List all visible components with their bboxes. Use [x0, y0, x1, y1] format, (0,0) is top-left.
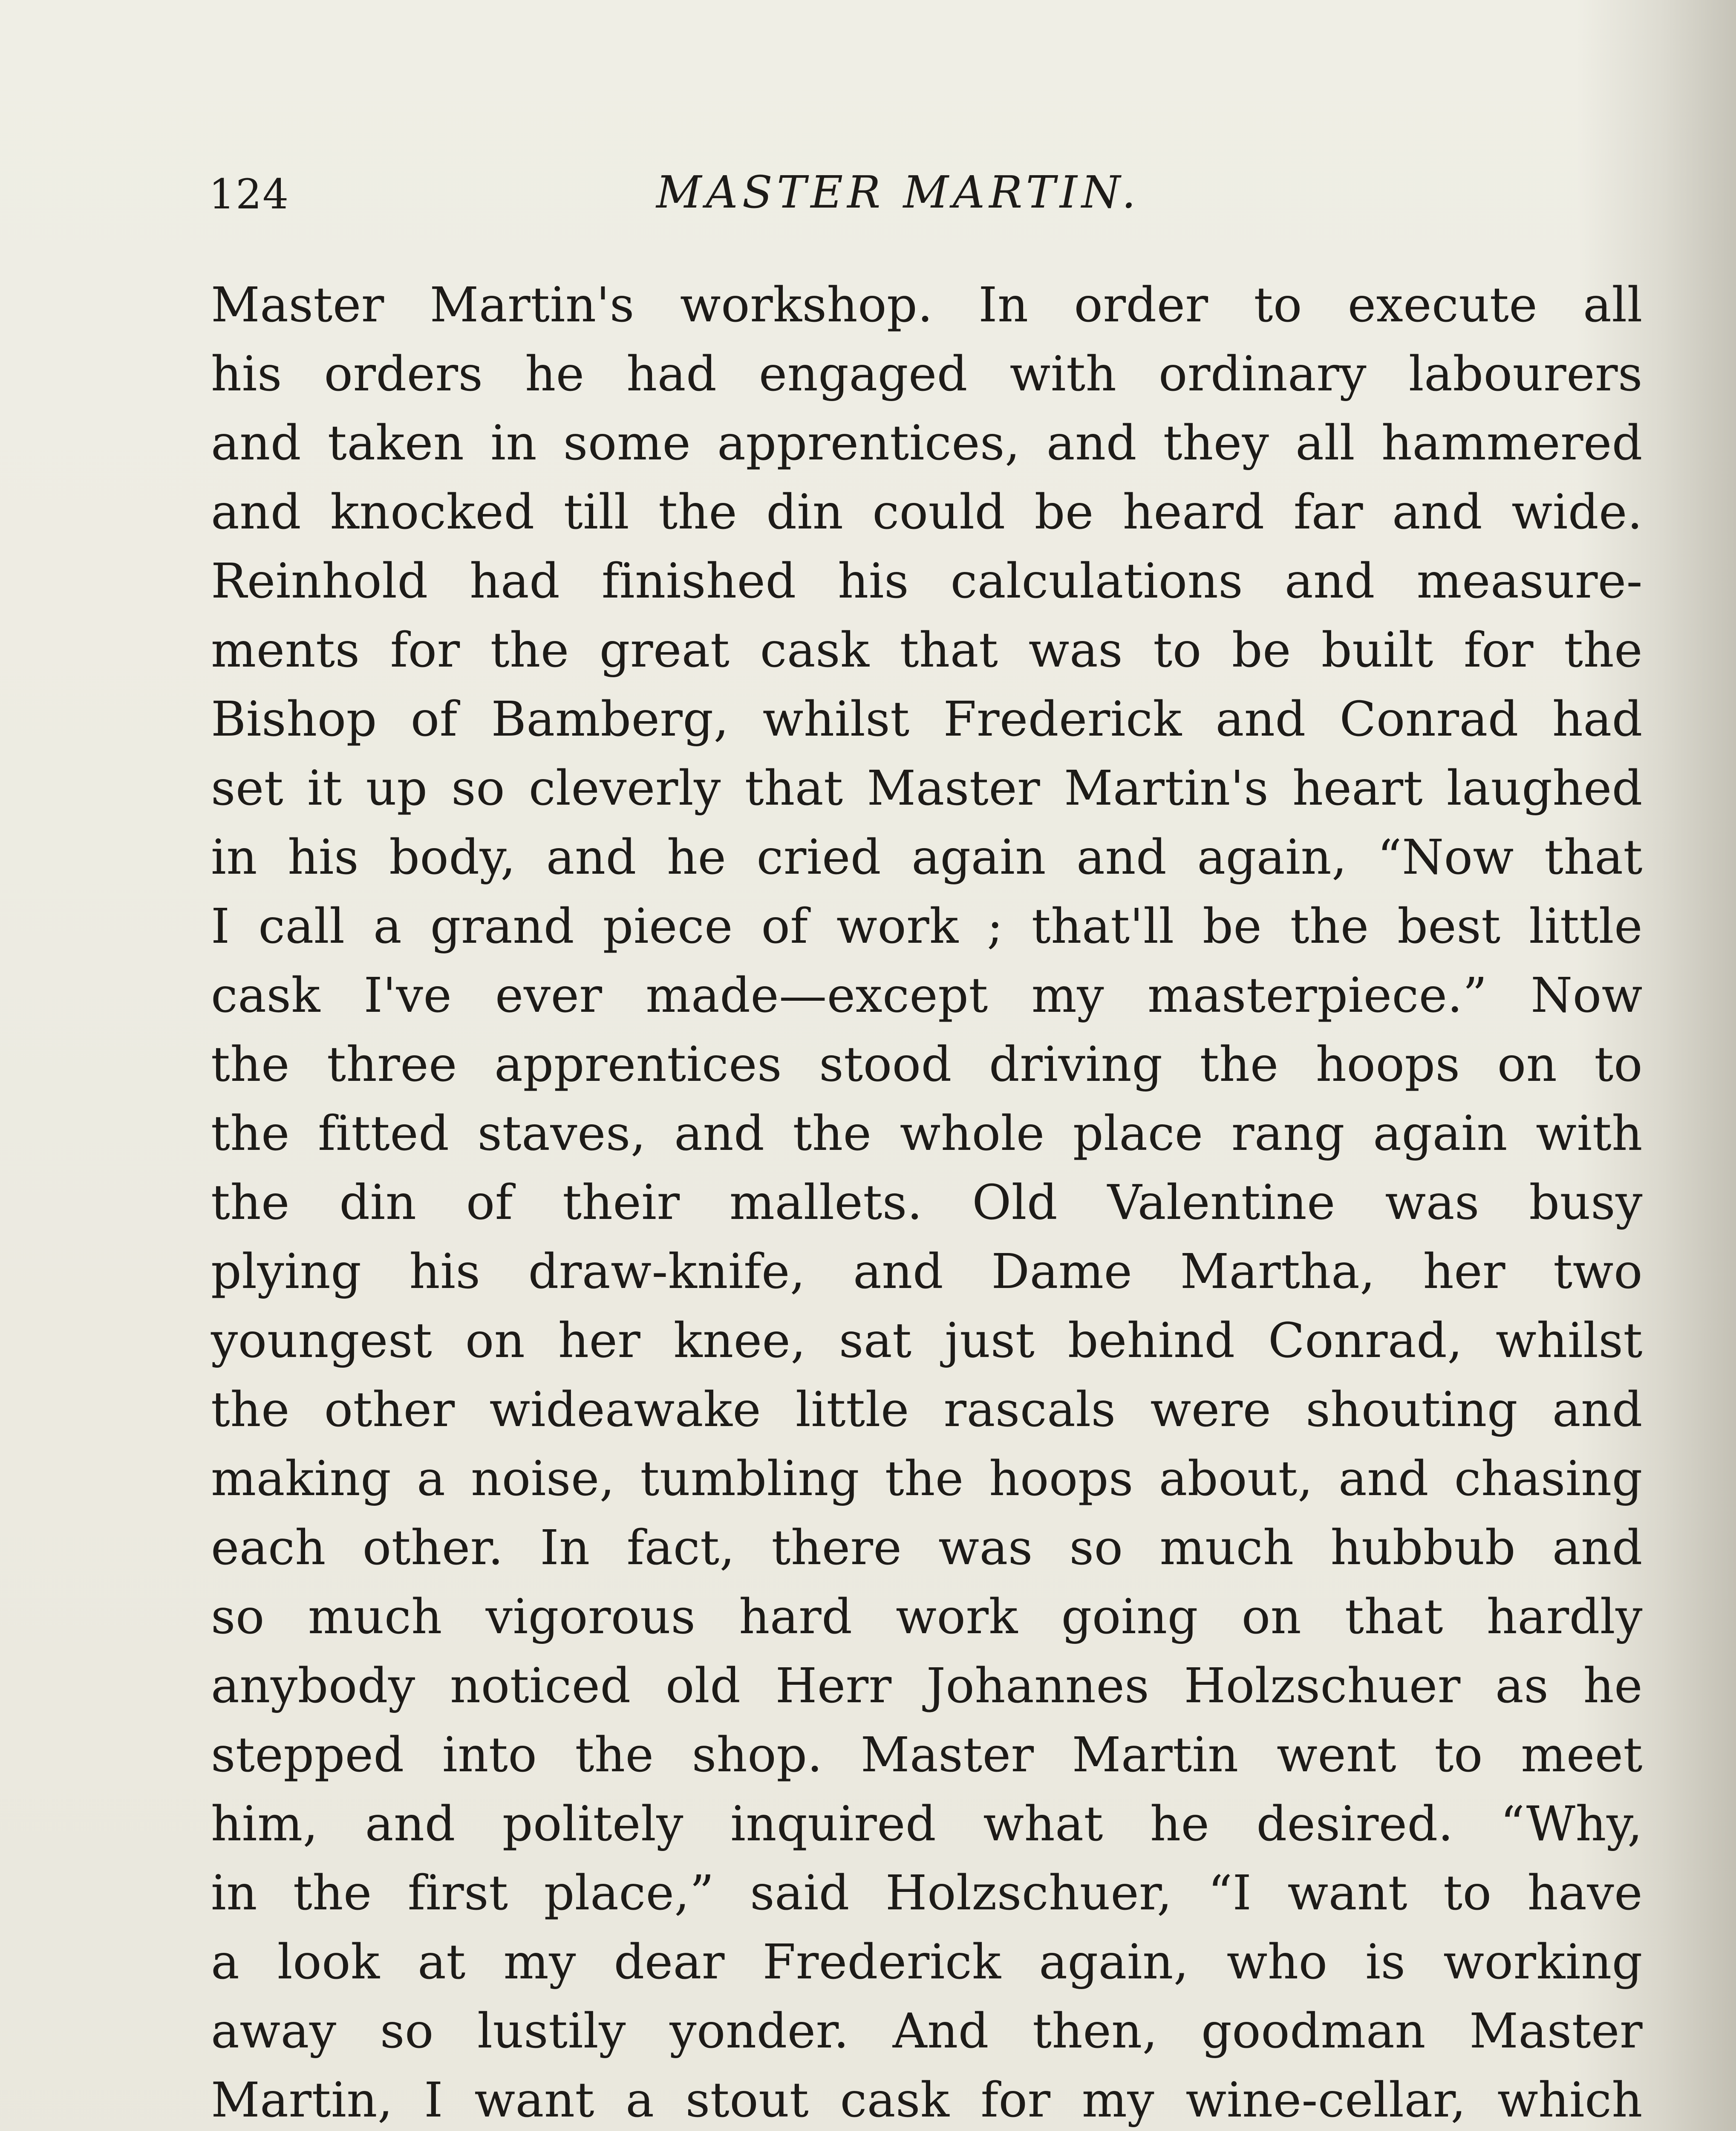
text-line: Master Martin's workshop. In order to execute all — [211, 277, 1643, 333]
running-title: MASTER MARTIN. — [656, 166, 1140, 218]
text-line: stepped into the shop. Master Martin went to meet — [211, 1727, 1643, 1783]
text-line: the other wideawake little rascals were shouting and — [211, 1382, 1643, 1438]
text-line: youngest on her knee, sat just behind Conrad, whilst — [211, 1313, 1643, 1369]
text-line: so much vigorous hard work going on that hardly — [211, 1589, 1643, 1645]
text-line: set it up so cleverly that Master Martin's heart laughed — [211, 761, 1643, 816]
running-head — [209, 158, 1641, 226]
text-line: each other. In fact, there was so much hubbub and — [211, 1520, 1643, 1576]
body-text — [211, 271, 1643, 2131]
text-line: in the first place,” said Holzschuer, “I want to have — [211, 1865, 1643, 1921]
text-line: him, and politely inquired what he desired. “Why, — [211, 1796, 1643, 1852]
text-line: and knocked till the din could be heard far and wide. — [211, 485, 1643, 540]
text-line: in his body, and he cried again and again, “Now that — [211, 830, 1643, 885]
text-line: Bishop of Bamberg, whilst Frederick and Conrad had — [211, 692, 1643, 747]
text-line: the din of their mallets. Old Valentine was busy — [211, 1175, 1643, 1230]
text-line: making a noise, tumbling the hoops about, and chasing — [211, 1451, 1643, 1507]
text-line: the fitted staves, and the whole place rang again with — [211, 1106, 1643, 1161]
text-line: cask I've ever made—except my masterpiece.” Now — [211, 968, 1643, 1023]
text-line: the three apprentices stood driving the hoops on to — [211, 1037, 1643, 1092]
text-line: ments for the great cask that was to be built for the — [211, 623, 1643, 678]
text-line: a look at my dear Frederick again, who is working — [211, 1935, 1643, 1990]
text-line: I call a grand piece of work ; that'll be the best little — [211, 899, 1643, 954]
text-line: Reinhold had finished his calculations and measure- — [211, 554, 1643, 609]
text-line: Martin, I want a stout cask for my wine-cellar, which — [211, 2073, 1643, 2128]
page-number: 124 — [209, 170, 290, 218]
text-line: plying his draw-knife, and Dame Martha, her two — [211, 1244, 1643, 1299]
text-line: away so lustily yonder. And then, goodman Master — [211, 2004, 1643, 2059]
text-line: and taken in some apprentices, and they all hammered — [211, 416, 1643, 471]
text-line: his orders he had engaged with ordinary labourers — [211, 347, 1643, 402]
text-line: anybody noticed old Herr Johannes Holzschuer as he — [211, 1658, 1643, 1714]
